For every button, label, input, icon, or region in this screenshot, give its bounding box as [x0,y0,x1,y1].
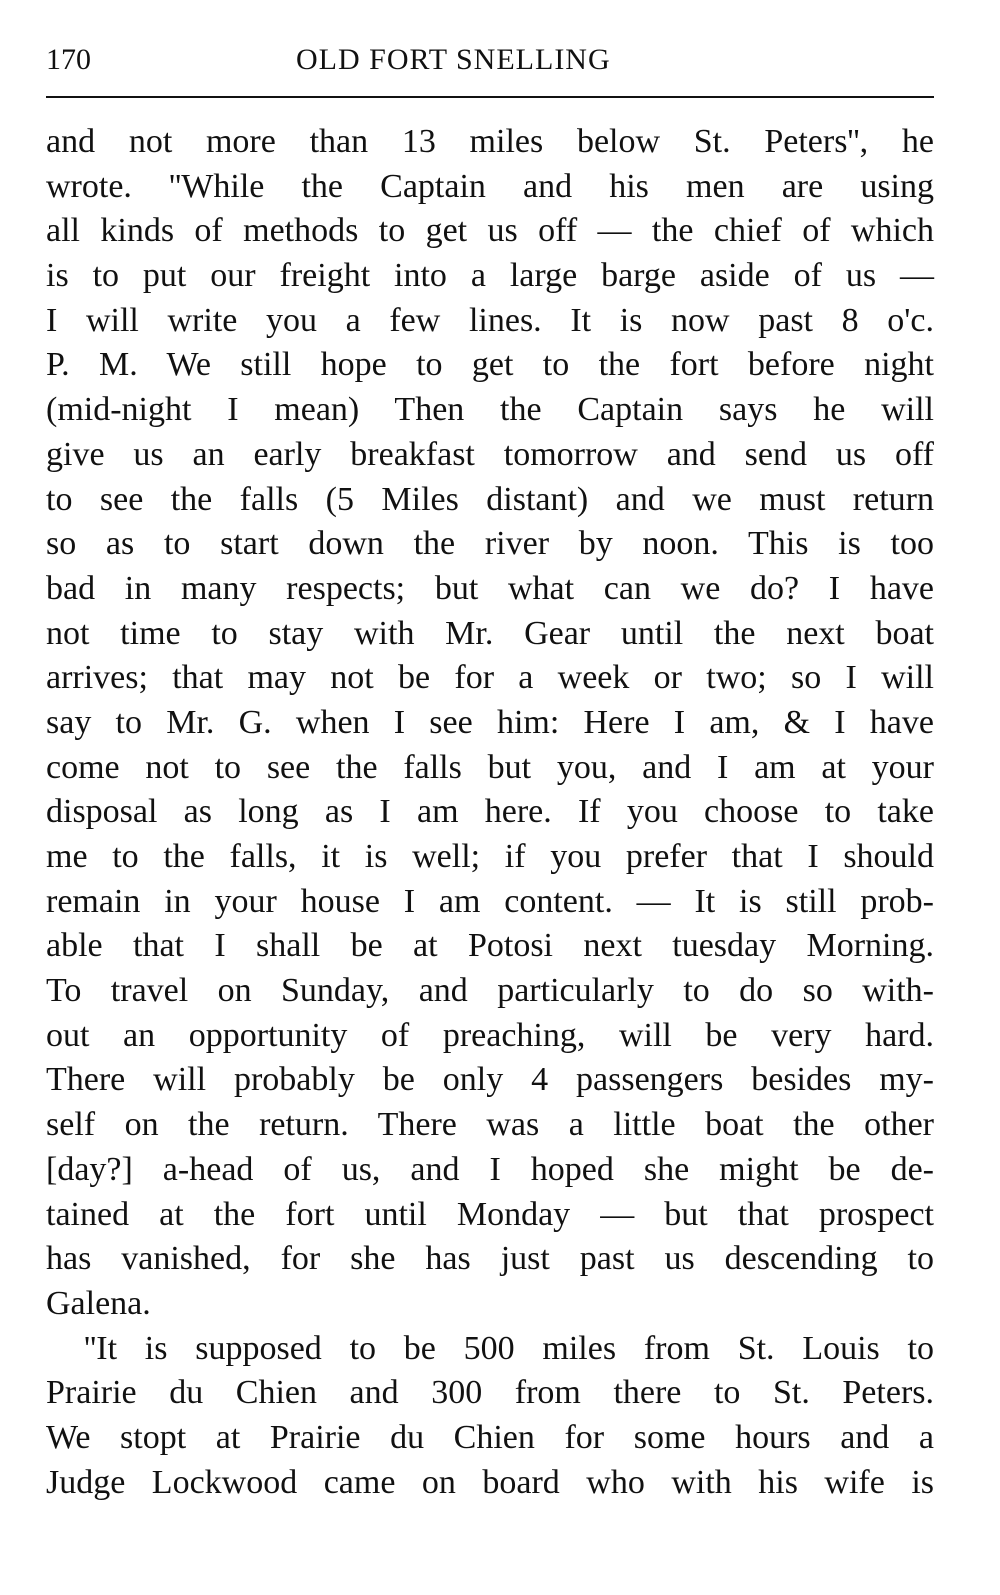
text-line: bad in many respects; but what can we do? I have [46,569,934,607]
text-line: me to the falls, it is well; if you prefer that I should [46,838,934,875]
running-head [46,38,934,82]
text-line: remain in your house I am content. — It is still prob- [46,882,934,920]
text-line: not time to stay with Mr. Gear until the next boat [46,614,934,652]
text-line: say to Mr. G. when I see him: Here I am, & I have [46,703,934,741]
text-line: self on the return. There was a little boat the other [46,1106,934,1144]
text-line: come not to see the falls but you, and I am at your [46,748,934,786]
text-line: all kinds of methods to get us off — the chief of which [46,212,934,250]
text-line: Prairie du Chien and 300 from there to St. Peters. [46,1374,934,1412]
text-line: [day?] a-head of us, and I hoped she might be de- [46,1150,934,1188]
text-line: Judge Lockwood came on board who with his wife is [46,1463,934,1501]
text-line: is to put our freight into a large barge aside of us — [46,257,934,295]
text-line: out an opportunity of preaching, will be very hard. [46,1016,934,1054]
text-line: There will probably be only 4 passengers besides my- [46,1061,934,1099]
body-text [46,120,934,1505]
text-line: to see the falls (5 Miles distant) and we must return [46,480,934,518]
text-line: disposal as long as I am here. If you choose to take [46,793,934,831]
text-line: (mid-night I mean) Then the Captain says he will [46,391,934,429]
text-line: give us an early breakfast tomorrow and send us off [46,435,934,473]
text-line: has vanished, for she has just past us descending to [46,1240,934,1278]
header-rule [46,96,934,98]
text-line: arrives; that may not be for a week or two; so I will [46,659,934,697]
paragraph-end-line: Galena. [46,1284,151,1322]
text-line: so as to start down the river by noon. This is too [46,525,934,563]
page-number: 170 [46,43,91,76]
text-line: and not more than 13 miles below St. Peters'', he [46,123,934,160]
text-line: I will write you a few lines. It is now past 8 o'c. [46,301,934,339]
text-line: able that I shall be at Potosi next tuesday Morning. [46,927,934,965]
book-title: OLD FORT SNELLING [296,43,611,76]
text-line: We stopt at Prairie du Chien for some hours and a [46,1418,934,1456]
paragraph-start-line: ''It is supposed to be 500 miles from St. Louis to [84,1329,934,1367]
text-line: P. M. We still hope to get to the fort before night [46,346,934,384]
text-line: To travel on Sunday, and particularly to do so with- [46,972,934,1010]
text-line: wrote. ''While the Captain and his men are using [46,167,934,205]
text-line: tained at the fort until Monday — but that prospect [46,1195,934,1233]
